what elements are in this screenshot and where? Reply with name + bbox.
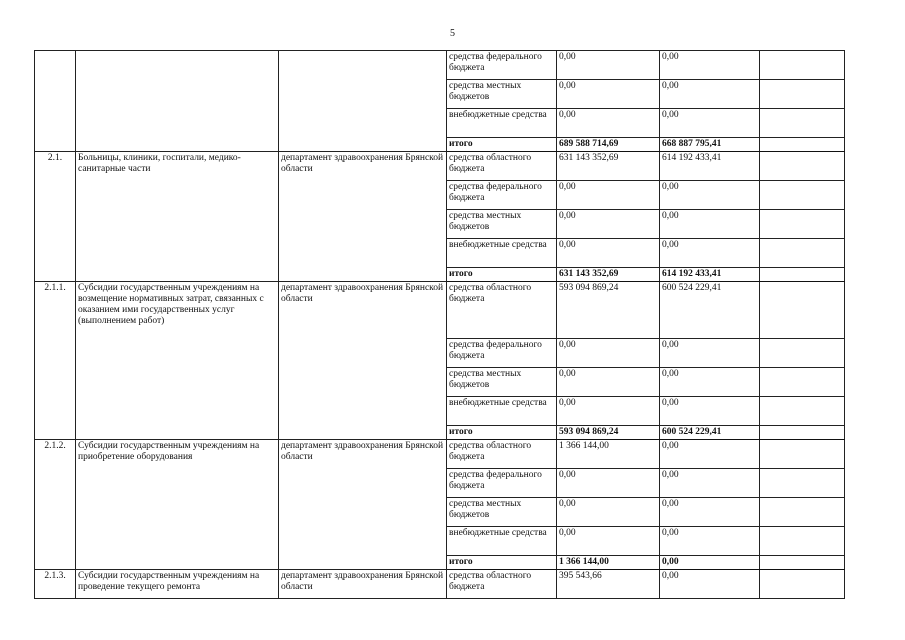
value-2013: 1 366 144,00 <box>557 556 660 570</box>
table-row <box>35 282 845 339</box>
extra-cell <box>760 51 845 80</box>
extra-cell <box>760 152 845 181</box>
value-2014: 0,00 <box>660 469 760 498</box>
extra-cell <box>760 397 845 426</box>
source-label: внебюджетные средства <box>447 527 557 556</box>
extra-cell <box>760 138 845 152</box>
source-label: средства федерального бюджета <box>447 181 557 210</box>
value-2014: 0,00 <box>660 181 760 210</box>
value-2013: 0,00 <box>557 109 660 138</box>
value-2014: 0,00 <box>660 498 760 527</box>
value-2013: 689 588 714,69 <box>557 138 660 152</box>
row-number-cell <box>35 51 76 152</box>
source-label: средства областного бюджета <box>447 570 557 599</box>
row-name: Субсидии государственным учреждениям на приобретение оборудования <box>76 440 279 570</box>
source-label: средства федерального бюджета <box>447 51 557 80</box>
source-label: итого <box>447 138 557 152</box>
row-name: Субсидии государственным учреждениям на возмещение нормативных затрат, связанных с оказанием ими государственных услуг (выполнением работ) <box>76 282 279 440</box>
source-label: внебюджетные средства <box>447 397 557 426</box>
value-2014: 0,00 <box>660 570 760 599</box>
table-row <box>35 570 845 599</box>
value-2013: 593 094 869,24 <box>557 282 660 339</box>
extra-cell <box>760 498 845 527</box>
value-2014: 0,00 <box>660 397 760 426</box>
value-2014: 614 192 433,41 <box>660 152 760 181</box>
extra-cell <box>760 527 845 556</box>
value-2013: 0,00 <box>557 51 660 80</box>
extra-cell <box>760 469 845 498</box>
value-2013: 593 094 869,24 <box>557 426 660 440</box>
extra-cell <box>760 570 845 599</box>
value-2013: 0,00 <box>557 498 660 527</box>
source-label: средства областного бюджета <box>447 152 557 181</box>
value-2013: 0,00 <box>557 339 660 368</box>
value-2014: 668 887 795,41 <box>660 138 760 152</box>
source-label: итого <box>447 426 557 440</box>
value-2013: 0,00 <box>557 527 660 556</box>
extra-cell <box>760 268 845 282</box>
value-2014: 0,00 <box>660 556 760 570</box>
page-number: 5 <box>450 28 455 39</box>
source-label: итого <box>447 268 557 282</box>
value-2013: 0,00 <box>557 239 660 268</box>
source-label: средства местных бюджетов <box>447 80 557 109</box>
extra-cell <box>760 282 845 339</box>
value-2013: 0,00 <box>557 181 660 210</box>
row-name-cell <box>76 51 279 152</box>
row-number: 2.1.1. <box>35 282 76 440</box>
value-2014: 600 524 229,41 <box>660 282 760 339</box>
value-2013: 0,00 <box>557 469 660 498</box>
table-row <box>35 152 845 181</box>
value-2013: 631 143 352,69 <box>557 268 660 282</box>
row-executor: департамент здравоохранения Брянской области <box>279 152 447 282</box>
table-row <box>35 51 845 80</box>
row-name: Субсидии государственным учреждениям на проведение текущего ремонта <box>76 570 279 599</box>
row-executor-cell <box>279 51 447 152</box>
value-2014: 0,00 <box>660 239 760 268</box>
row-name: Больницы, клиники, госпитали, медико-санитарные части <box>76 152 279 282</box>
row-executor: департамент здравоохранения Брянской области <box>279 282 447 440</box>
extra-cell <box>760 80 845 109</box>
source-label: внебюджетные средства <box>447 239 557 268</box>
extra-cell <box>760 239 845 268</box>
value-2013: 0,00 <box>557 368 660 397</box>
value-2013: 0,00 <box>557 80 660 109</box>
row-executor: департамент здравоохранения Брянской области <box>279 570 447 599</box>
extra-cell <box>760 109 845 138</box>
source-label: средства местных бюджетов <box>447 210 557 239</box>
value-2014: 0,00 <box>660 51 760 80</box>
extra-cell <box>760 426 845 440</box>
source-label: итого <box>447 556 557 570</box>
row-executor: департамент здравоохранения Брянской области <box>279 440 447 570</box>
row-number: 2.1.2. <box>35 440 76 570</box>
source-label: средства областного бюджета <box>447 440 557 469</box>
extra-cell <box>760 440 845 469</box>
extra-cell <box>760 556 845 570</box>
extra-cell <box>760 181 845 210</box>
value-2013: 0,00 <box>557 210 660 239</box>
source-label: средства областного бюджета <box>447 282 557 339</box>
value-2014: 0,00 <box>660 80 760 109</box>
value-2013: 0,00 <box>557 397 660 426</box>
value-2014: 0,00 <box>660 368 760 397</box>
source-label: средства местных бюджетов <box>447 368 557 397</box>
extra-cell <box>760 339 845 368</box>
budget-table <box>34 50 845 599</box>
source-label: средства федерального бюджета <box>447 339 557 368</box>
value-2014: 0,00 <box>660 339 760 368</box>
source-label: внебюджетные средства <box>447 109 557 138</box>
value-2014: 600 524 229,41 <box>660 426 760 440</box>
table-row <box>35 440 845 469</box>
extra-cell <box>760 368 845 397</box>
value-2013: 1 366 144,00 <box>557 440 660 469</box>
value-2013: 631 143 352,69 <box>557 152 660 181</box>
value-2014: 0,00 <box>660 440 760 469</box>
source-label: средства федерального бюджета <box>447 469 557 498</box>
value-2014: 0,00 <box>660 527 760 556</box>
value-2014: 614 192 433,41 <box>660 268 760 282</box>
row-number: 2.1. <box>35 152 76 282</box>
value-2014: 0,00 <box>660 210 760 239</box>
value-2014: 0,00 <box>660 109 760 138</box>
row-number: 2.1.3. <box>35 570 76 599</box>
value-2013: 395 543,66 <box>557 570 660 599</box>
source-label: средства местных бюджетов <box>447 498 557 527</box>
extra-cell <box>760 210 845 239</box>
